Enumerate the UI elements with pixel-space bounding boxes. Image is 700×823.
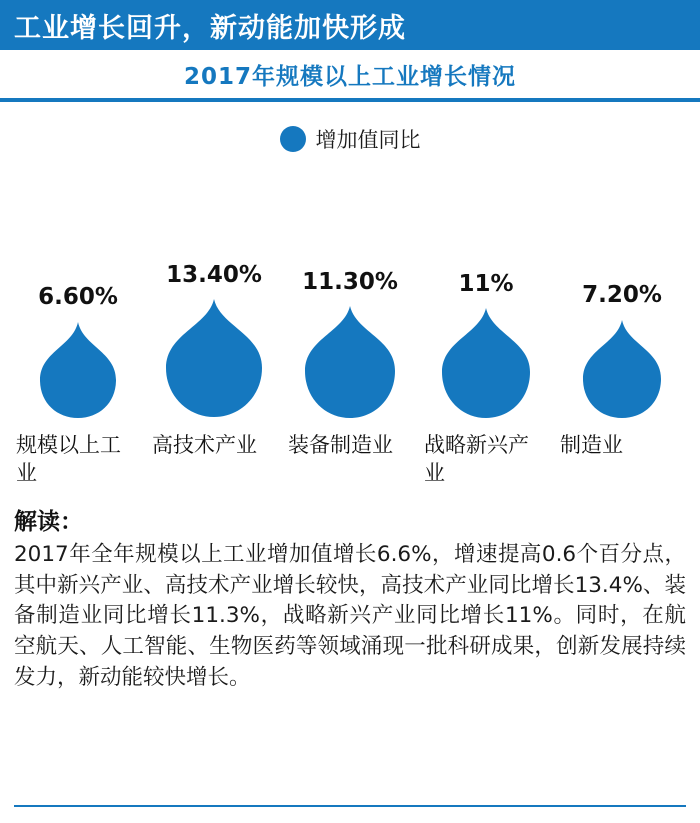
chart-column-2 [288, 172, 412, 422]
value-label-1: 13.40% [166, 262, 262, 288]
chart-column-1 [152, 172, 276, 422]
analysis-section [14, 503, 686, 693]
header-divider [0, 98, 700, 102]
balloon-marker-2 [295, 301, 405, 422]
value-label-3: 11% [458, 271, 514, 297]
chart-column-4 [560, 172, 684, 422]
balloon-marker-3 [432, 303, 540, 422]
value-label-4: 7.20% [582, 282, 662, 308]
value-label-2: 11.30% [302, 269, 398, 295]
category-label-3: 战略新兴产业 [424, 433, 529, 485]
value-label-0: 6.60% [38, 284, 118, 310]
header-banner [0, 0, 700, 50]
page-title: 工业增长回升，新动能加快形成 [14, 12, 406, 44]
chart-legend [0, 124, 700, 154]
subtitle-container [0, 50, 700, 98]
balloon-marker-4 [573, 314, 671, 422]
balloon-marker-1 [156, 294, 272, 422]
category-label-0: 规模以上工业 [16, 433, 121, 485]
balloon-marker-0 [30, 316, 126, 422]
category-label-4: 制造业 [560, 433, 623, 457]
chart-subtitle: 2017年规模以上工业增长情况 [183, 63, 516, 90]
footer-divider [14, 805, 686, 807]
legend-dot-icon [280, 126, 306, 152]
analysis-body: 2017年全年规模以上工业增加值增长6.6%，增速提高0.6个百分点，其中新兴产业、高技术产业增长较快，高技术产业同比增长13.4%、装备制造业同比增长11.3%，战略新兴产业同比增长11%。同时，在航空航天、人工智能、生物医药等领域涌现一批科研成果，创新发展持续发力，新动能较快增长。 [14, 542, 686, 690]
analysis-heading: 解读： [14, 509, 83, 536]
category-labels [0, 432, 700, 487]
chart-area [0, 172, 700, 422]
chart-column-0 [16, 172, 140, 422]
chart-column-3 [424, 172, 548, 422]
category-label-1: 高技术产业 [152, 433, 257, 457]
category-label-2: 装备制造业 [288, 433, 393, 457]
legend-label: 增加值同比 [315, 128, 421, 152]
